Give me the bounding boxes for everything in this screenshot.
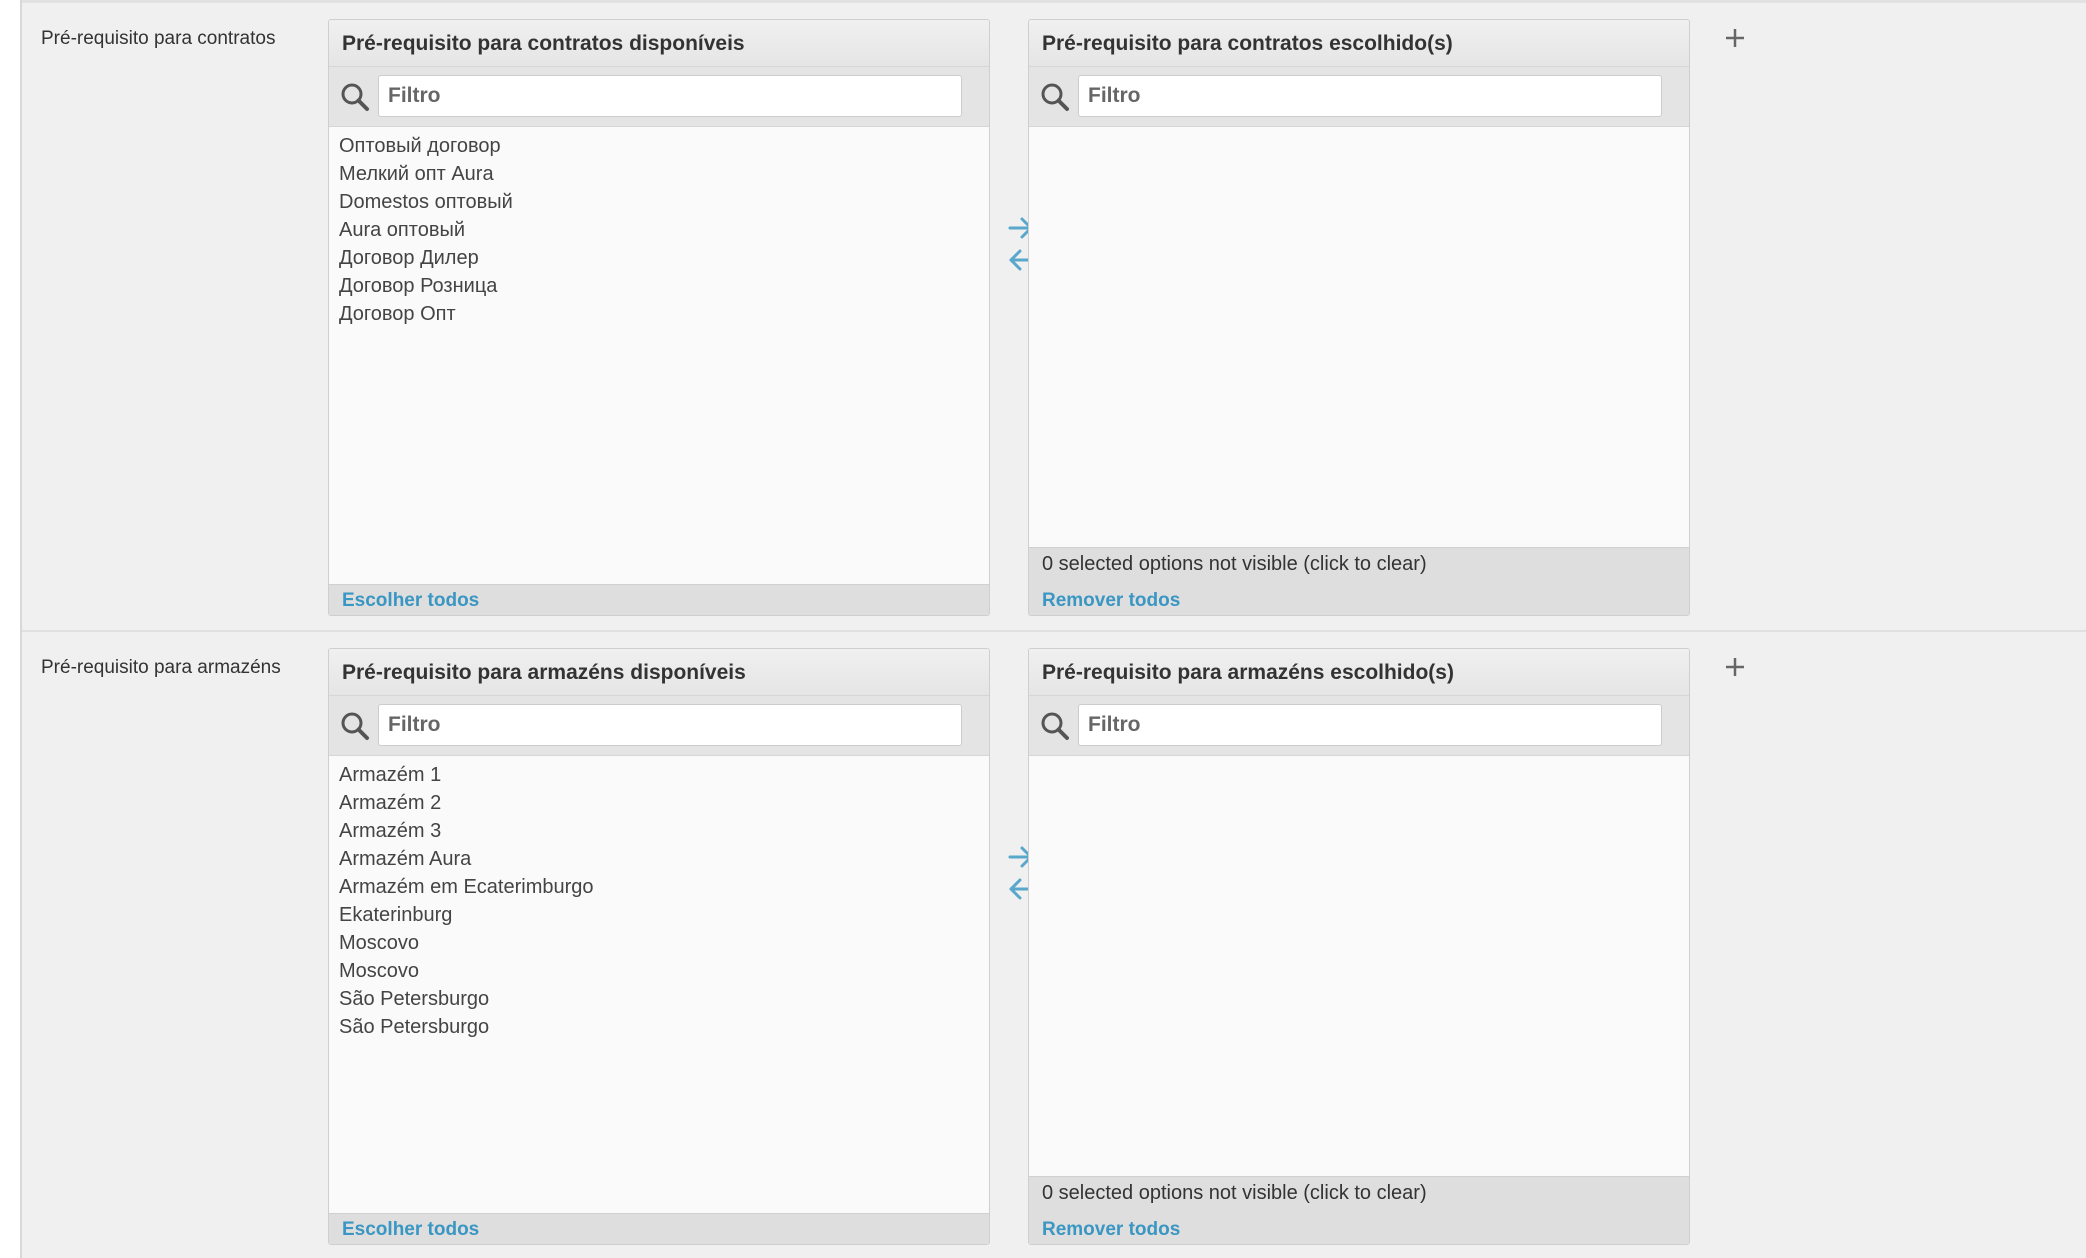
list-item[interactable]: Moscovo	[339, 932, 420, 954]
chosen-title: Pré-requisito para armazéns escolhido(s)	[1029, 649, 1689, 696]
available-title: Pré-requisito para armazéns disponíveis	[329, 649, 989, 696]
choose-all-link[interactable]: Escolher todos	[342, 1219, 480, 1240]
remove-all-link[interactable]: Remover todos	[1042, 590, 1181, 611]
filter-bar	[1029, 67, 1689, 127]
list-item[interactable]: Договор Опт	[339, 303, 456, 325]
plus-icon[interactable]	[1722, 654, 1748, 680]
available-options-list[interactable]	[329, 756, 989, 1239]
search-icon	[1040, 82, 1070, 112]
chosen-options-list[interactable]	[1029, 756, 1689, 1181]
search-icon	[340, 711, 370, 741]
list-item[interactable]: Aura оптовый	[339, 219, 465, 241]
chosen-footer	[1029, 1176, 1689, 1244]
form-row-warehouse-prerequisites	[22, 632, 2086, 1258]
filter-bar	[329, 67, 989, 127]
list-item[interactable]: Domestos оптовый	[339, 191, 513, 213]
list-item[interactable]: Armazém em Ecaterimburgo	[339, 876, 594, 898]
chosen-title: Pré-requisito para contratos escolhido(s)	[1029, 20, 1689, 67]
list-item[interactable]: Мелкий опт Aura	[339, 163, 494, 185]
list-item[interactable]: São Petersburgo	[339, 988, 490, 1010]
list-item[interactable]: Оптовый договор	[339, 135, 501, 157]
plus-icon[interactable]	[1722, 25, 1748, 51]
list-item[interactable]: Moscovo	[339, 960, 420, 982]
form-row-contract-prerequisites	[22, 3, 2086, 632]
available-selector	[328, 19, 990, 616]
choose-all-link[interactable]: Escolher todos	[342, 590, 480, 611]
field-label: Pré-requisito para armazéns	[41, 657, 281, 678]
filter-bar	[329, 696, 989, 756]
available-options-list[interactable]	[329, 127, 989, 610]
filter-bar	[1029, 696, 1689, 756]
chosen-selector	[1028, 648, 1690, 1245]
available-selector	[328, 648, 990, 1245]
remove-all-link[interactable]: Remover todos	[1042, 1219, 1181, 1240]
list-item[interactable]: Договор Розница	[339, 275, 498, 297]
search-icon	[340, 82, 370, 112]
list-item[interactable]: Договор Дилер	[339, 247, 479, 269]
chosen-footer	[1029, 547, 1689, 615]
list-item[interactable]: Armazém 1	[339, 764, 442, 786]
available-title: Pré-requisito para contratos disponíveis	[329, 20, 989, 67]
list-item[interactable]: Ekaterinburg	[339, 904, 453, 926]
available-footer	[329, 584, 989, 615]
chosen-options-list[interactable]	[1029, 127, 1689, 552]
field-label: Pré-requisito para contratos	[41, 28, 276, 49]
chosen-selector	[1028, 19, 1690, 616]
list-item[interactable]: Armazém 3	[339, 820, 442, 842]
filter-input[interactable]	[378, 704, 962, 746]
filter-input[interactable]	[1078, 704, 1662, 746]
filter-input[interactable]	[378, 75, 962, 117]
search-icon	[1040, 711, 1070, 741]
list-item[interactable]: Armazém 2	[339, 792, 442, 814]
list-item[interactable]: Armazém Aura	[339, 848, 472, 870]
list-item[interactable]: São Petersburgo	[339, 1016, 490, 1038]
available-footer	[329, 1213, 989, 1244]
filter-input[interactable]	[1078, 75, 1662, 117]
hidden-selection-note[interactable]: 0 selected options not visible (click to clear)	[1042, 1182, 1427, 1204]
hidden-selection-note[interactable]: 0 selected options not visible (click to clear)	[1042, 553, 1427, 575]
